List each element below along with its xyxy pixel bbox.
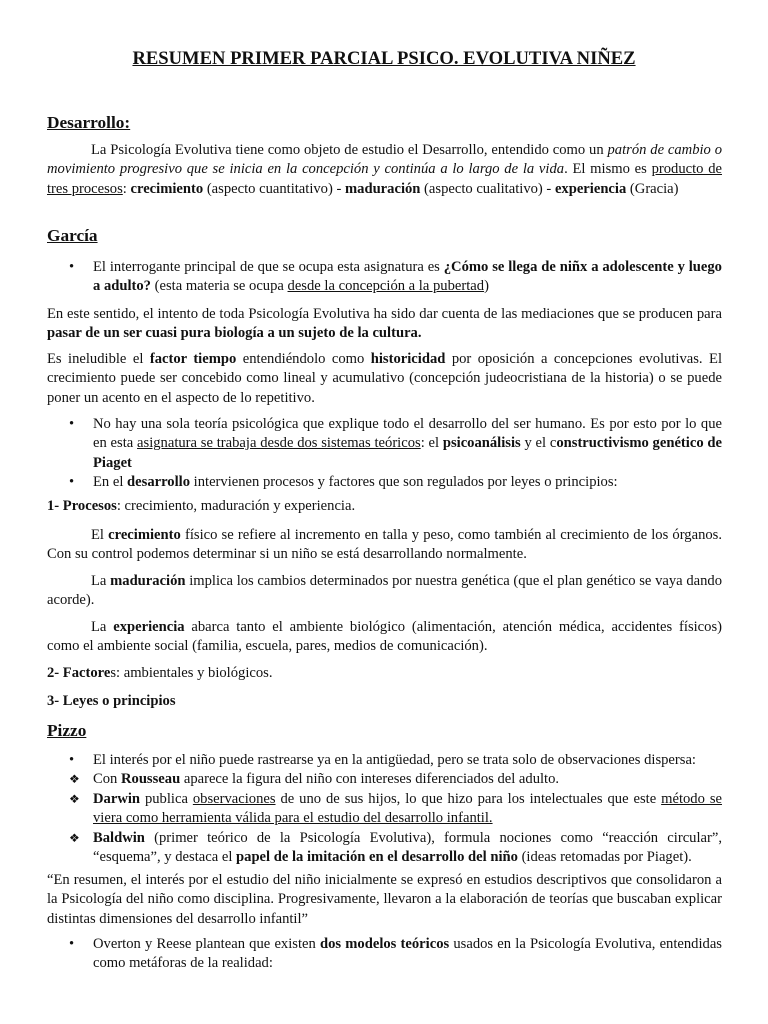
bullet-icon: • [69,259,75,275]
bullet-icon: • [69,416,75,432]
pizzo-list [47,751,722,867]
garcia-list-1 [47,258,722,297]
diamond-bullet-icon: ❖ [69,791,80,806]
desarrollo-paragraph: La Psicología Evolutiva tiene como objeto de estudio el Desarrollo, entendido como un patrón de cambio o movimiento progresivo que se inicia en la concepción y continúa a lo largo de la vida. El mismo es producto de tres procesos: crecimiento (aspecto cuantitativo) - maduración (aspecto cualitativo) - experiencia (Gracia) [47,142,722,197]
crecimiento-paragraph: El crecimiento físico se refiere al incremento en talla y peso, como también al crecimiento de los órganos. Con su control podemos determinar si un niño se está desarrollando normalmente. [47,527,722,563]
garcia-paragraph-3: Es ineludible el factor tiempo entendiéndolo como historicidad por oposición a concepciones evolutivas. El crecimiento puede ser concebido como lineal y acumulativo (concepción judeocristiana de la historia) o se puede poner un acento en el aspecto de lo repetitivo. [47,351,723,406]
section-heading-desarrollo: Desarrollo: [47,113,131,132]
procesos-heading: 1- Procesos: crecimiento, maduración y experiencia. [47,498,356,514]
bullet-icon: • [69,936,75,952]
list-item: • En el desarrollo intervienen procesos y factores que son regulados por leyes o principios: [47,473,722,492]
document-title: RESUMEN PRIMER PARCIAL PSICO. EVOLUTIVA NIÑEZ [132,48,636,69]
section-heading-pizzo: Pizzo [47,721,87,740]
section-heading-garcia: García [47,226,98,245]
list-item: • Overton y Reese plantean que existen dos modelos teóricos usados en la Psicología Evolutiva, entendidas como metáforas de la realidad: [69,936,722,972]
list-item: • El interés por el niño puede rastrearse ya en la antigüedad, pero se trata solo de observaciones dispersa: [47,751,722,770]
factores-heading: 2- Factores: ambientales y biológicos. [47,665,273,681]
diamond-bullet-icon: ❖ [69,772,80,787]
list-item: ❖ Con Rousseau aparece la figura del niño con intereses diferenciados del adulto. [47,770,722,789]
pizzo-quote: “En resumen, el interés por el estudio del niño inicialmente se expresó en estudios descriptivos que consolidaron a la Psicología del niño como disciplina. Progresivamente, llevaron a la elaboración de teorías que buscaban explicar distintas dimensiones del desarrollo infantil” [47,872,722,927]
bullet-icon: • [69,474,75,491]
list-item: ❖ Darwin publica observaciones de uno de sus hijos, lo que hizo para los intelectuales que este método se viera como herramienta válida para el estudio del desarrollo infantil. [69,790,722,827]
garcia-paragraph-2: En este sentido, el intento de toda Psicología Evolutiva ha sido dar cuenta de las mediaciones que se producen para pasar de un ser cuasi pura biología a un sujeto de la cultura. [47,306,722,342]
maduracion-paragraph: La maduración implica los cambios determinados por nuestra genética (que el plan genético se vaya dando acorde). [47,573,723,609]
diamond-bullet-icon: ❖ [69,830,80,845]
leyes-heading: 3- Leyes o principios [47,693,176,709]
pizzo-list-2 [47,935,722,974]
experiencia-paragraph: La experiencia abarca tanto el ambiente biológico (alimentación, atención médica, accidentes físicos) como el ambiente social (familia, escuela, pares, medios de comunicación). [47,619,722,655]
list-item: ❖ Baldwin (primer teórico de la Psicología Evolutiva), formula nociones como “reacción circular”, “esquema”, y destaca el papel de la imitación en el desarrollo del niño (ideas retomadas por Piaget). [69,829,722,866]
garcia-list-2 [47,415,722,493]
list-item: • El interrogante principal de que se ocupa esta asignatura es ¿Cómo se llega de niñx a adolescente y luego a adulto? (esta materia se ocupa desde la concepción a la pubertad) [69,259,722,295]
list-item: • No hay una sola teoría psicológica que explique todo el desarrollo del ser humano. Es por esto por lo que en esta asignatura se trabaja desde dos sistemas teóricos: el psicoanálisis y el constructivismo genético de Piaget [69,416,722,471]
bullet-icon: • [69,752,75,768]
